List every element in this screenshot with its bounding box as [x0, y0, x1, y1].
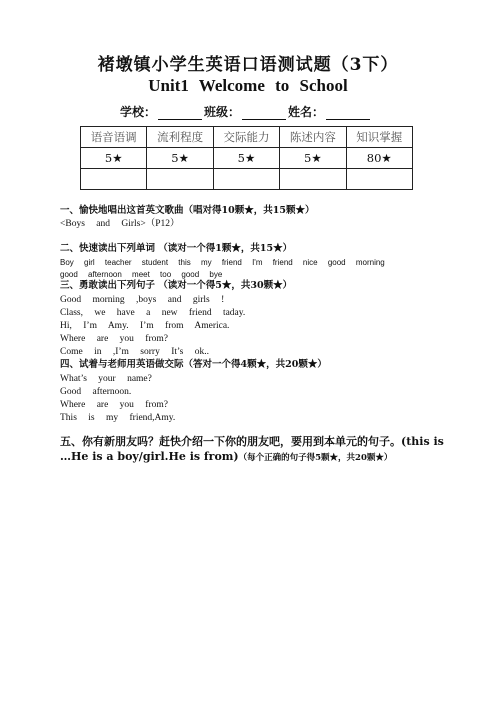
section-5-block	[60, 434, 452, 466]
score-table-value-row	[81, 148, 413, 169]
section-4-title: 四、试着与老师用英语做交际（答对一个得4颗★，共20颗★）	[60, 359, 327, 370]
score-table-header-row	[81, 127, 413, 148]
section-5-title: 五、你有新朋友吗？赶快介绍一下你的朋友吧，要用到本单元的句子。(this is …He is a boy/girl.He is from)	[60, 435, 444, 463]
score-value-cell: 5★	[147, 148, 213, 169]
section-1-song: <Boys and Girls>（P12）	[60, 219, 180, 229]
exam-title-english: Unit1 Welcome to School	[148, 76, 348, 95]
class-label: 班级：	[204, 105, 241, 119]
score-blank-cell	[213, 169, 279, 190]
section-2-words-line-2: good afternoon meet too good bye	[60, 270, 223, 279]
section-2-title: 二、快速读出下列单词 （读对一个得1颗★，共15★）	[60, 243, 293, 254]
school-blank	[158, 107, 202, 120]
score-blank-cell	[346, 169, 412, 190]
section-2-words-line-1: Boy girl teacher student this my friend I'm friend nice good morning	[60, 258, 385, 267]
section-3-sentence: Come in ,I’m sorry It’s ok..	[60, 347, 209, 357]
section-3-title: 三、勇敢读出下列句子 （读对一个得5★，共30颗★）	[60, 280, 293, 291]
section-4-sentence: This is my friend,Amy.	[60, 413, 176, 423]
class-blank	[242, 107, 286, 120]
name-label: 姓名：	[288, 105, 325, 119]
score-value-cell: 5★	[213, 148, 279, 169]
section-1-title: 一、愉快地唱出这首英文歌曲（唱对得10颗★，共15颗★）	[60, 205, 315, 216]
score-blank-cell	[147, 169, 213, 190]
section-3-sentence: Good morning ,boys and girls !	[60, 295, 225, 305]
section-3-sentence: Hi, I’m Amy. I’m from America.	[60, 321, 230, 331]
school-label: 学校：	[120, 105, 157, 119]
student-info-line	[120, 103, 372, 120]
score-blank-cell	[280, 169, 346, 190]
section-3-sentence: Where are you from?	[60, 334, 168, 344]
score-value-cell: 5★	[280, 148, 346, 169]
score-value-cell: 5★	[81, 148, 147, 169]
score-header-cell: 流利程度	[147, 127, 213, 148]
section-3-sentence: Class, we have a new friend taday.	[60, 308, 246, 318]
score-header-cell: 知识掌握	[346, 127, 412, 148]
score-table	[80, 126, 413, 190]
section-5-note: （每个正确的句子得5颗★，共20颗★）	[238, 453, 393, 463]
score-header-cell: 交际能力	[213, 127, 279, 148]
exam-title-chinese: 褚墩镇小学生英语口语测试题（3下）	[97, 55, 399, 75]
score-header-cell: 语音语调	[81, 127, 147, 148]
name-blank	[326, 107, 370, 120]
section-4-sentence: What’s your name?	[60, 374, 152, 384]
score-header-cell: 陈述内容	[280, 127, 346, 148]
section-4-sentence: Where are you from?	[60, 400, 168, 410]
score-value-cell: 80★	[346, 148, 412, 169]
score-blank-cell	[81, 169, 147, 190]
section-4-sentence: Good afternoon.	[60, 387, 132, 397]
score-table-blank-row	[81, 169, 413, 190]
